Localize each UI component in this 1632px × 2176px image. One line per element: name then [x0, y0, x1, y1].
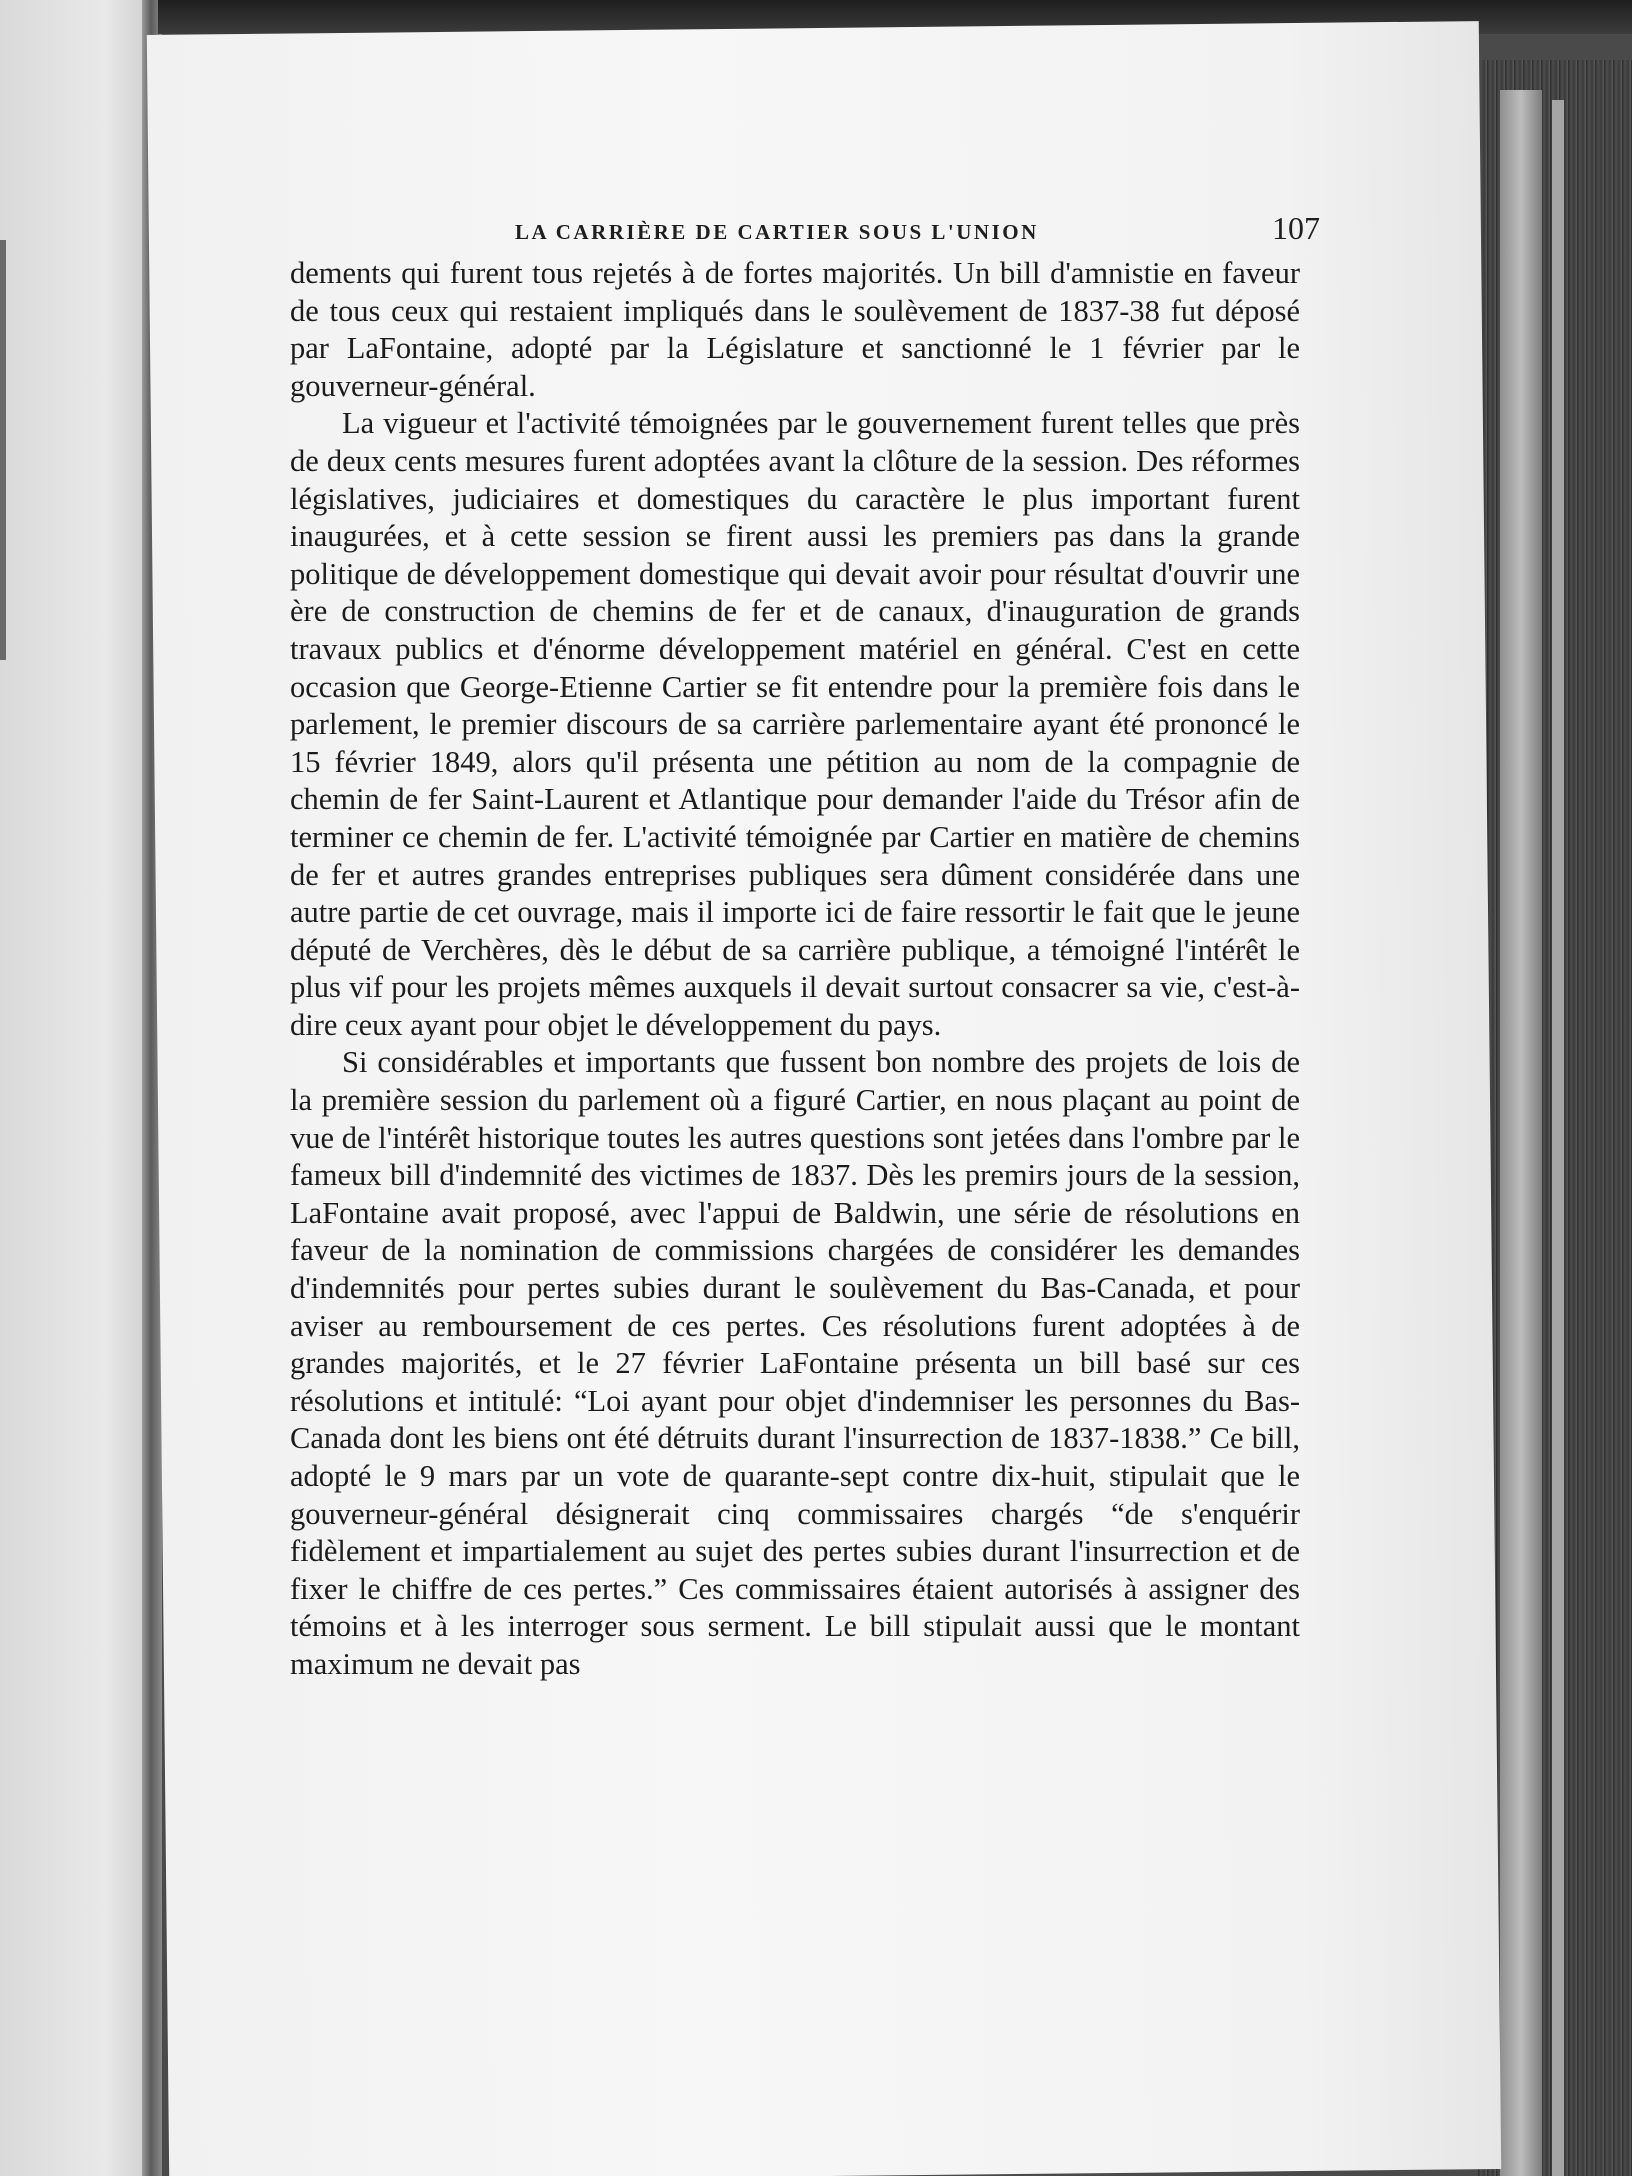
paragraph: La vigueur et l'activité témoignées par le gouvernement furent telles que près de deux cents mesures furent adoptées avant la clôture de la session. Des réformes législatives, judiciaires et domestiques du caractère le plus important furent inaugurées, et à cette session se firent aussi les premiers pas dans la grande politique de développement domestique qui devait avoir pour résultat d'ouvrir une ère de construction de chemins de fer et de canaux, d'inauguration de grands travaux publics et d'énorme développement matériel en général. C'est en cette occasion que George-Etienne Cartier se fit entendre pour la première fois dans le parlement, le premier discours de sa carrière parlementaire ayant été prononcé le 15 février 1849, alors qu'il présenta une pétition au nom de la compagnie de chemin de fer Saint-Laurent et Atlantique pour demander l'aide du Trésor afin de terminer ce chemin de fer. L'activité témoignée par Cartier en matière de chemins de fer et autres grandes entreprises publiques sera dûment considérée dans une autre partie de cet ouvrage, mais il importe ici de faire ressortir le fait que le jeune député de Verchères, dès le début de sa carrière publique, a témoigné l'intérêt le plus vif pour les projets mêmes auxquels il devait surtout consacrer sa vie, c'est-à-dire ceux ayant pour objet le développement du pays. [290, 406, 1300, 1042]
page-stack-highlight [1500, 90, 1542, 2176]
page-header [360, 190, 1320, 250]
paragraph-continuation: dements qui furent tous rejetés à de fortes majorités. Un bill d'amnistie en faveur de tous ceux qui restaient impliqués dans le soulèvement de 1837-38 fut déposé par LaFontaine, adopté par la Législature et sanctionné le 1 février par le gouverneur-général. [290, 256, 1300, 403]
facing-page-edge [0, 240, 6, 660]
facing-page [0, 0, 150, 2176]
paragraph: Si considérables et importants que fussent bon nombre des projets de lois de la première session du parlement où a figuré Cartier, en nous plaçant au point de vue de l'intérêt historique toutes les autres questions sont jetées dans l'ombre par le fameux bill d'indemnité des victimes de 1837. Dès les premirs jours de la session, LaFontaine avait proposé, avec l'appui de Baldwin, une série de résolutions en faveur de la nomination de commissions chargées de considérer les demandes d'indemnités pour pertes subies durant le soulèvement du Bas-Canada, et pour aviser au remboursement de ces pertes. Ces résolutions furent adoptées à de grandes majorités, et le 27 février LaFontaine présenta un bill basé sur ces résolutions et intitulé: “Loi ayant pour objet d'indemniser les personnes du Bas-Canada dont les biens ont été détruits durant l'insurrection de 1837-1838.” Ce bill, adopté le 9 mars par un vote de quarante-sept contre dix-huit, stipulait que le gouverneur-général désignerait cinq commissaires chargés “de s'enquérir fidèlement et impartialement au sujet des pertes subies durant l'insurrection et de fixer le chiffre de ces pertes.” Ces commissaires étaient autorisés à assigner des témoins et à les interroger sous serment. Le bill stipulait aussi que le montant maximum ne devait pas [290, 1045, 1300, 1681]
page-stack-highlight-inner [1552, 100, 1564, 2176]
body-text [290, 255, 1300, 1684]
page-number: 107 [1272, 210, 1320, 246]
running-head: LA CARRIÈRE DE CARTIER SOUS L'UNION [515, 220, 1039, 244]
